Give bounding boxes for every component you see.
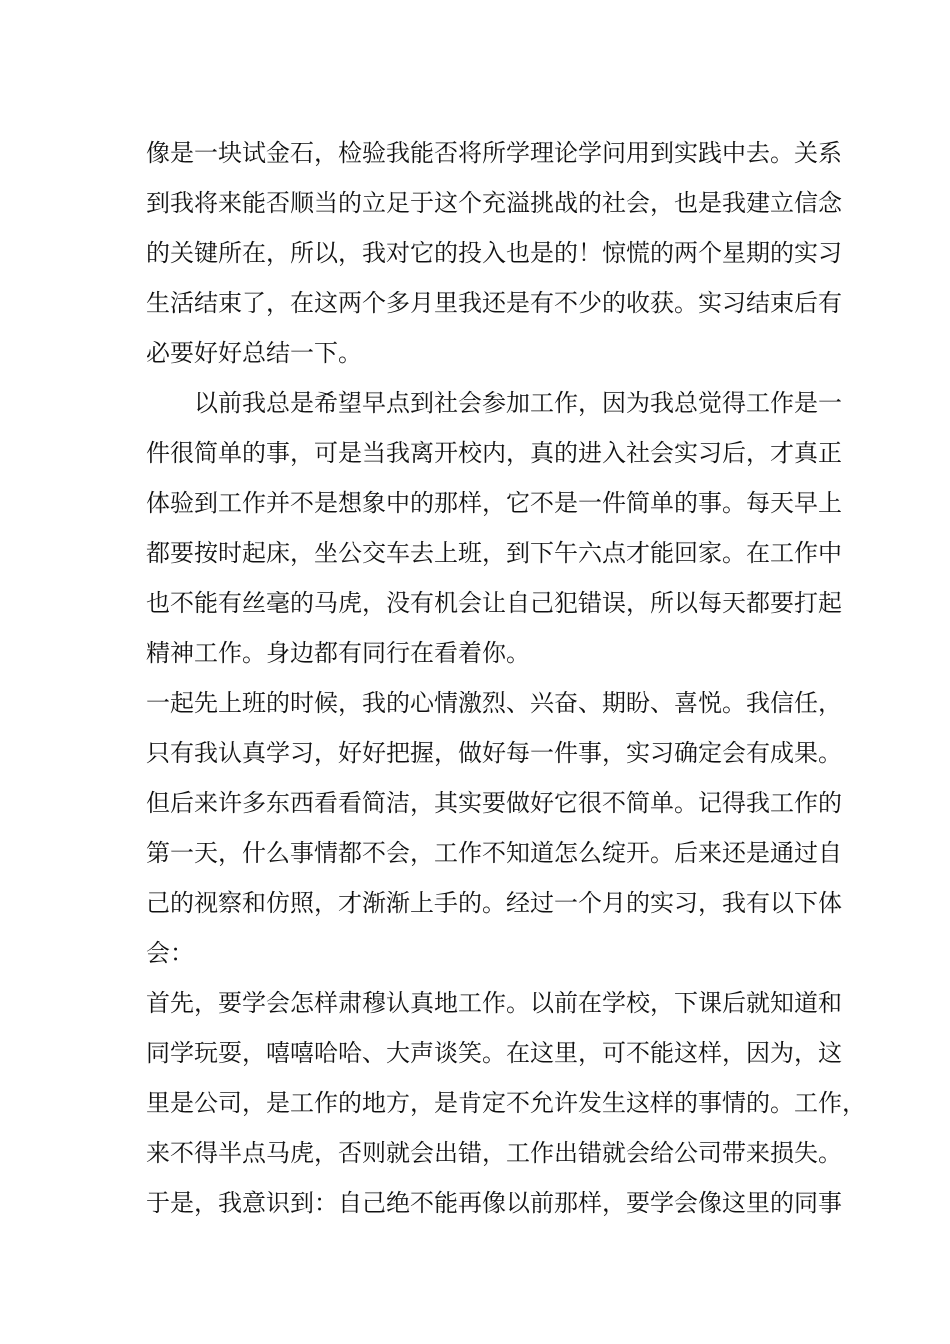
text-line: 一起先上班的时候，我的心情激烈、兴奋、期盼、喜悦。我信任，	[146, 689, 842, 717]
text-line: 只有我认真学习，好好把握，做好每一件事，实习确定会有成果。	[146, 739, 842, 767]
text-line: 必要好好总结一下。	[146, 339, 362, 367]
text-line: 件很简单的事，可是当我离开校内，真的进入社会实习后，才真正	[146, 439, 842, 467]
text-line: 生活结束了，在这两个多月里我还是有不少的收获。实习结束后有	[146, 289, 842, 317]
text-line: 到我将来能否顺当的立足于这个充溢挑战的社会，也是我建立信念	[146, 189, 842, 217]
text-line: 像是一块试金石，检验我能否将所学理论学问用到实践中去。关系	[146, 139, 842, 167]
text-line: 第一天，什么事情都不会，工作不知道怎么绽开。后来还是通过自	[146, 839, 842, 867]
text-line: 首先，要学会怎样肃穆认真地工作。以前在学校，下课后就知道和	[146, 989, 842, 1017]
text-line: 同学玩耍，嘻嘻哈哈、大声谈笑。在这里，可不能这样，因为，这	[146, 1039, 842, 1067]
text-line: 体验到工作并不是想象中的那样，它不是一件简单的事。每天早上	[146, 489, 842, 517]
text-line: 但后来许多东西看看简洁，其实要做好它很不简单。记得我工作的	[146, 789, 842, 817]
text-line: 也不能有丝毫的马虎，没有机会让自己犯错误，所以每天都要打起	[146, 589, 842, 617]
text-line: 的关键所在，所以，我对它的投入也是的！惊慌的两个星期的实习	[146, 239, 842, 267]
body-text	[146, 128, 866, 1228]
text-line: 会：	[146, 939, 194, 967]
text-line: 精神工作。身边都有同行在看着你。	[146, 639, 530, 667]
text-line: 里是公司，是工作的地方，是肯定不允许发生这样的事情的。工作，	[146, 1089, 866, 1117]
text-line: 来不得半点马虎，否则就会出错，工作出错就会给公司带来损失。	[146, 1139, 842, 1167]
text-line: 以前我总是希望早点到社会参加工作，因为我总觉得工作是一	[194, 389, 842, 417]
text-line: 都要按时起床，坐公交车去上班，到下午六点才能回家。在工作中	[146, 539, 842, 567]
text-line: 己的视察和仿照，才渐渐上手的。经过一个月的实习，我有以下体	[146, 889, 842, 917]
text-line: 于是，我意识到：自己绝不能再像以前那样，要学会像这里的同事	[146, 1189, 842, 1217]
